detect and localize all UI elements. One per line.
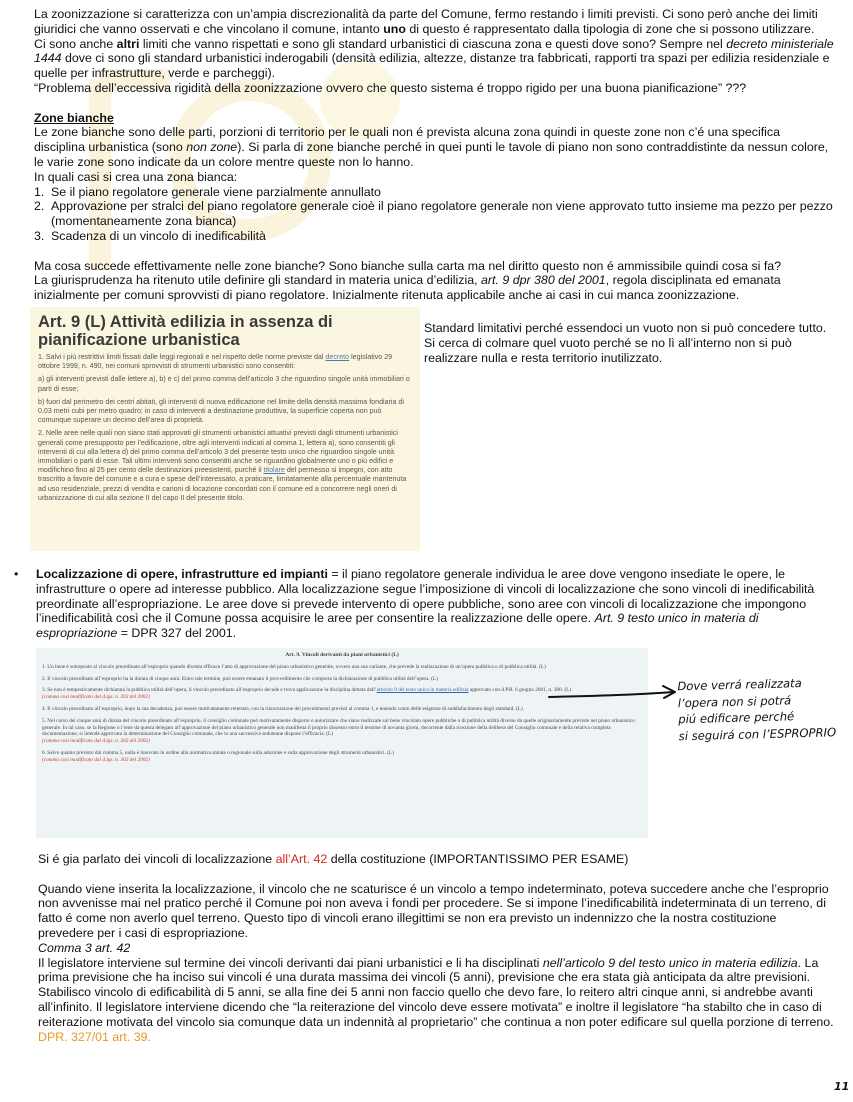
art9-letter-b: b) fuori dal perimetro dei centri abitati, gli interventi di nuova edificazione nel limite della densità massima fondiaria di 0,03 metri cubi per metro quadro; in caso di interventi a destinazione produttiva, la superficie coperta non può comunque superare un decimo dell’area di proprietà.: [38, 397, 404, 425]
intro-paragraph-2: Ci sono anche altri limiti che vanno rispettati e sono gli standard urbanistici di ciascuna zona e questi dove sono? Sempre nel decreto ministeriale 1444 dove ci sono gli standard urbanistici inderogabili (densità edilizia, altezze, distanze tra fabbricati, rapporti tra spazi per edilizia residenziale e quelle per infrastrutture, verde e parcheggi).: [34, 36, 834, 81]
art9-titolare-link[interactable]: titolare: [263, 466, 285, 475]
bullet-icon: •: [14, 567, 19, 581]
vincoli-image: [36, 648, 648, 838]
art9-comma-2: 2. Nelle aree nelle quali non siano stati approvati gli strumenti urbanistici attuativi previsti dagli strumenti urbanistici generali come presupposto per l’edificazione, oltre agli interventi indicati al comma 1, lettera a), sono consentiti gli interventi di cui alla lettera d) del primo comma dell’articolo 3 del presente testo unico che riguardino singole unità immobiliari o parti di esse. Tali ultimi interventi sono consentiti anche se riguardino globalmente uno o più edifici e modifichino fino al 25 per cento delle destinazioni preesistenti, purché il titolare del permesso si impegni, con atto trascritto a favore del comune e a cura e spese dell’interessato, a praticare, limitatamente alla percentuale mantenuta ad uso residenziale, prezzi di vendita e canoni di locazione concordati con il comune ed a concorrere negli oneri di urbanizzazione di cui alla sezione II del capo II del presente titolo.: [38, 429, 407, 502]
bottom-text-block: [38, 852, 834, 1044]
vincoli-comma-2: 2. Il vincolo preordinato all’esproprio ha la durata di cinque anni. Entro tale termine, può essere emanato il provvedimento che comporta la dichiarazione di pubblica utilità dell’opera. (L): [42, 675, 438, 682]
intro-paragraph-3: “Problema dell’eccessiva rigidità della zoonizzazione ovvero che questo sistema é troppo rigido per una buona pianificazione” ???: [34, 80, 747, 95]
art9-comma-1: 1. Salvi i più restrittivi limiti fissati dalle leggi regionali e nel rispetto delle norme previste dal decreto legislativo 29 ottobre 1999, n. 490, nei comuni sprovvisti di strumenti urbanistici sono consentiti:: [38, 353, 393, 371]
list-item: 2. Approvazione per stralci del piano regolatore generale cioè il piano regolatore generale non viene approvato tutto insieme ma pezzo per pezzo (momentaneamente zona bianca): [34, 199, 833, 229]
handwritten-note: Dove verrá realizzata l’opera non si potrá piú edificare perché si seguirá con l’ESPROPRIO: [677, 676, 837, 743]
art9-side-note: Standard limitativi perché essendoci un vuoto non si può concedere tutto. Si cerca di colmare quel vuoto perché se no lì all’interno non si può realizzare nulla e resta territorio inutilizzato.: [424, 321, 827, 365]
zone-bianche-paragraph-3: Ma cosa succede effettivamente nelle zone bianche? Sono bianche sulla carta ma nel diritto questo non é ammissibile quindi cosa si fa?: [34, 258, 782, 273]
list-item: 3. Scadenza di un vincolo di inedificabilità: [34, 228, 266, 243]
zone-bianche-heading: Zone bianche: [34, 110, 114, 125]
bottom-comma-label: Comma 3 art. 42: [38, 940, 131, 955]
main-text-column: [34, 7, 834, 303]
vincoli-comma-5: 5. Nel corso dei cinque anni di durata del vincolo preordinato all’esproprio, il consiglio comunale può motivatamente disporre o autorizzare che siano realizzate sul bene vincolato opere pubbliche o di pubblica utilità diverse da quelle originariamente previste nel piano urbanistico generale. In tal caso, se la Regione o l’ente da questa delegato all’approvazione del piano urbanistico generale non manifesta il proprio dissenso entro il termine di novanta giorni, decorrente dalla ricezione della delibera del Consiglio comunale e della relativa completa documentazione, si intende approvata la determinazione del Consiglio comunale, che in una successiva seduteane dispone l’efficacia. (L) (comma così modificato dal d.lgs. n. 302 del 2002): [42, 717, 635, 745]
vincoli-comma-3: 3. Se non è tempestivamente dichiarata la pubblica utilità dell’opera, il vincolo preordinato all’esproprio decade e trova applicazione la disciplina dettata dall’articolo 9 del testo unico in materia edilizia approvato con d.P.R. 6 giugno 2001, n. 380. (L) (comma così modificato dal d.lgs. n. 302 del 2002): [42, 687, 572, 701]
list-item: 1. Se il piano regolatore generale viene parzialmente annullato: [34, 184, 381, 199]
zone-bianche-list: [34, 185, 834, 244]
page-number: 11: [834, 1080, 850, 1093]
art9-image: [30, 307, 420, 551]
vincoli-comma-6: 6. Salvo quanto previsto dal comma 5, nulla è innovato in ordine alla normativa statale o regionale sulla adozione e sulla approvazione degli strumenti urbanistici. (L) (comma così modificato dal d.lgs. n. 302 del 2002): [42, 749, 394, 763]
art9-letter-a: a) gli interventi previsti dalle lettere a), b) e c) del primo comma dell’articolo 3 che riguardino singole unità immobiliari o parti di esse;: [38, 375, 410, 393]
art9-title: Art. 9 (L) Attività edilizia in assenza di pianificazione urbanistica: [38, 313, 333, 349]
vincoli-title: Art. 9. Vincoli derivanti da piani urbanistici (L): [285, 652, 399, 658]
zone-bianche-paragraph-2: In quali casi si crea una zona bianca:: [34, 169, 238, 184]
vincoli-comma-1: 1. Un bene è sottoposto al vincolo preordinato all’esproprio quando diventa efficace l’atto di approvazione del piano urbanistico generale, ovvero una sua variante, che prevede la realizzazione di un’opera pubblica o di pubblica utilità. (L): [42, 663, 546, 670]
intro-paragraph-1: La zoonizzazione si caratterizza con un’ampia discrezionalità da parte del Comune, fermo restando i limiti previsti. Ci sono però anche dei limiti giuridici che vanno osservati e che vincolano il comune, intanto uno di questo é rappresentato dalla tipologia di zone che si possono utilizzare.: [34, 7, 818, 36]
vincoli-articolo-9-link[interactable]: articolo 9 del testo unico in materia edilizia: [376, 687, 469, 694]
vincoli-comma-4: 4. Il vincolo preordinato all’esproprio, dopo la sua decadenza, può essere motivatamente reiterato, con la rinnovazione dei procedimenti previsti al comma 1, e tenendo conto delle esigenze di soddisfacimento degli standard. (L): [42, 705, 523, 712]
zone-bianche-paragraph-1: Le zone bianche sono delle parti, porzioni di territorio per le quali non é prevista alcuna zona quindi in queste zone non c’é una specifica disciplina urbanistica (sono non zone). Si parla di zone bianche perché in quei punti le tavole di piano non sono contraddistinte da nessun colore, le varie zone sono indicate da un colore mentre queste non lo hanno.: [34, 125, 829, 169]
arrow-icon: [547, 683, 679, 705]
bottom-paragraph-2: Quando viene inserita la localizzazione, il vincolo che ne scaturisce é un vincolo a tempo indeterminato, poteva succedere anche che l’esproprio non avvenisse mai nel pratico perché il Comune poi non aveva i fondi per procedere. Se si impone l’inedificabilità indeterminata di un terreno, di fatto é come non averlo quel terreno. Questo tipo di vincoli erano illegittimi se non era previsto un indennizzo che la nostra costituzione prevedere per i casi di espropriazione.: [38, 881, 829, 940]
art9-decreto-link[interactable]: decreto: [325, 353, 350, 361]
bottom-paragraph-4: Il legislatore interviene sul termine dei vincoli derivanti dai piani urbanistici e li ha disciplinati nell’articolo 9 del testo unico in materia edilizia. La prima previsione che ha inciso sui vincoli é una durata massima dei vincoli (5 anni), previsione che era stata già anticipata da altre previsioni. Stabilisco vincolo di edificabilità di 5 anni, se alla fine dei 5 anni non faccio quello che devo fare, lo reitero altri cinque anni, si andrebbe avanti all’infinito. Il legislatore interviene dicendo che “la reiterazione del vincolo deve essere motivata” e inoltre il legislatore “ha stabilto che in caso di reiterazione motivata del vincolo sia comunque data un indennità al proprietario” che continua a non poter edificare sul quella porzione di terreno. DPR. 327/01 art. 39.: [38, 955, 834, 1044]
zone-bianche-paragraph-4: La giurisprudenza ha ritenuto utile definire gli standard in materia unica d’edilizia, art. 9 dpr 380 del 2001, regola disciplinata ed emanata inizialmente per comuni sprovvisti di piano regolatore. Inizialmente ritenuta applicabile anche ai casi in cui manca zoonizzazione.: [34, 273, 781, 303]
bottom-paragraph-1: Si é gia parlato dei vincoli di localizzazione all’Art. 42 della costituzione (IMPORTANTISSIMO PER ESAME): [38, 852, 629, 866]
localizzazione-paragraph: Localizzazione di opere, infrastrutture ed impianti = il piano regolatore generale individua le aree dove vengono insediate le opere, le infrastrutture o opere ad interesse pubblico. Alla localizzazione segue l’imposizione di vincoli di localizzazione che sono vincoli di inedificabilità preordinate all’espropriazione. Le aree dove si prevede intervento di opere pubbliche, sono aree con vincoli di localizzazione che impongono l’inedificabilità così che il Comune possa acquisire le aree per consentire la realizzazione delle opere. Art. 9 testo unico in materia di espropriazione = DPR 327 del 2001.: [36, 567, 815, 641]
